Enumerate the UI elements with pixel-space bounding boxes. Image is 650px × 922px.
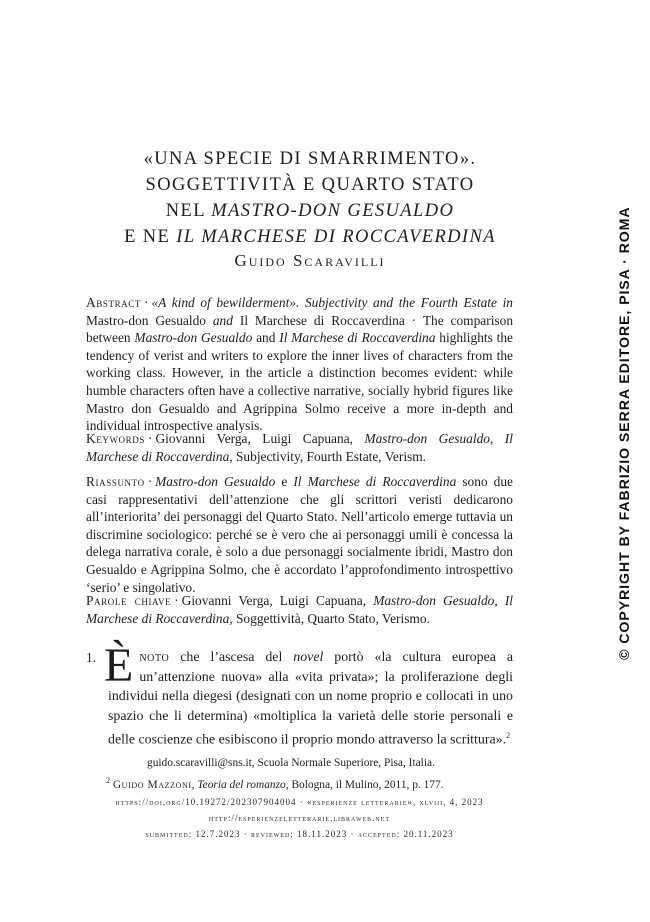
copyright-notice: © COPYRIGHT BY FABRIZIO SERRA EDITORE, PISA · ROMA [617, 206, 633, 660]
keywords-text: Giovanni Verga, Luigi Capuana, [155, 431, 365, 446]
abstract-text: Mastro-don Gesualdo [86, 312, 206, 328]
title-line-1: «UNA SPECIE DI SMARRIMENTO». [143, 149, 477, 169]
abstract-label: Abstract [86, 295, 141, 310]
parole-chiave-paragraph [86, 592, 513, 627]
body-indent [86, 639, 513, 751]
parole-text: Il Marchese di Roccaverdina [86, 593, 513, 626]
title-line-4-text: E NE [124, 227, 177, 247]
parole-sep: · [174, 593, 179, 608]
abstract-text: Il Marchese di Roccaverdina [279, 330, 436, 346]
parole-text: , [494, 593, 505, 608]
keywords-text: Il Marchese di Roccaverdina [86, 431, 513, 464]
body-text-italic: novel [293, 650, 324, 665]
title-line-2: SOGGETTIVITÀ E QUARTO STATO [145, 175, 475, 195]
riassunto-text: sono due casi rappresentativi dell’attenzione che gli scrittori veristi dedicarono all’interiorita’ dei personaggi del Quarto Stato. Nell’articolo emerge tuttavia un discrimine sociologico: perché se è vero che ai personaggi umili è concessa la delega narrativa corale, è solo a due personaggi socialmente ibridi, Mastro don Gesualdo e Agrippina Solmo, che è accordato l’approfondimento introspettivo ‘serio’ e singolativo. [86, 474, 514, 595]
abstract-text: and [205, 312, 240, 328]
title-line-3-italic: MASTRO-DON GESUALDO [211, 201, 455, 221]
abstract-text: highlights the tendency of verist and writers to explore the inner lives of characters from the working class. However, in the article a distinction becomes evident: while humble characters often have a collective narrative, socially hybrid figures like Mastro don Gesualdo and Agrippina Solmo receive a more in-depth and individual introspective analysis. [86, 330, 513, 434]
riassunto-text: e [275, 474, 294, 489]
footnote-2 [106, 773, 546, 793]
title-line-3 [60, 198, 560, 224]
abstract-text: Mastro-don Gesualdo [134, 330, 253, 346]
keywords-text: , Subjectivity, Fourth Estate, Verism. [229, 448, 427, 464]
title-line-4 [60, 224, 560, 250]
keywords-text: , [489, 431, 505, 446]
abstract-sep: · [143, 295, 149, 310]
body-text: portò «la cultura europea a un’attenzione nuova» alla «vita privata»; la proliferazione degli individui nella diegesi (designati con un nome proprio e collocati in uno spazio che li determina) «moltiplica la varietà delle storie personali e delle coscienze che esibiscono il proprio mondo attraverso la scrittura». [108, 650, 513, 748]
keywords-text: Mastro-don Gesualdo [364, 431, 490, 446]
drop-cap: È [104, 639, 134, 692]
keywords-paragraph [86, 430, 513, 465]
body-text: che l’ascesa del [169, 650, 294, 665]
footnote-1: guido.scaravilli@sns.it, Scuola Normale Superiore, Pisa, Italia. [147, 757, 435, 769]
opening-smallcaps: noto [139, 650, 170, 665]
abstract-text: and [252, 330, 280, 346]
abstract-text: Il Marchese di Roccaverdina [239, 312, 405, 328]
author-name: Guido Scaravilli [234, 251, 386, 270]
footnote-ref[interactable]: 2 [506, 731, 511, 741]
riassunto-paragraph [86, 473, 513, 596]
footnote-2-number: 2 [106, 776, 110, 785]
riassunto-text: Il Marchese di Roccaverdina [293, 474, 457, 489]
title-line-4-italic: IL MARCHESE DI ROCCAVERDINA [176, 227, 496, 247]
riassunto-sep: · [147, 474, 153, 489]
section-number: 1. [86, 650, 97, 665]
article-title [60, 146, 560, 250]
abstract-title-en: «A kind of bewilderment». Subjectivity and the Fourth Estate in [151, 295, 513, 310]
title-line-3-text: NEL [165, 201, 212, 221]
doi-line[interactable]: https://doi.org/10.19272/202307904004 · «esperienze letterarie», xlviii, 4, 2023 [115, 797, 484, 807]
abstract-paragraph [86, 294, 513, 435]
footnote-2-rest: , Bologna, il Mulino, 2011, p. 177. [285, 778, 444, 791]
keywords-label: Keywords [86, 431, 145, 446]
keywords-sep: · [147, 431, 153, 446]
riassunto-text: Mastro-don Gesualdo [155, 474, 276, 489]
abstract-text: · The comparison between [86, 312, 514, 346]
footnote-2-sep: , [191, 778, 198, 791]
body-paragraph [86, 639, 513, 751]
parole-chiave-label: Parole chiave [86, 593, 172, 608]
parole-text: , Soggettività, Quarto Stato, Verismo. [229, 610, 430, 626]
parole-text: Giovanni Verga, Luigi Capuana, [181, 593, 374, 608]
journal-url[interactable]: http://esperienzeletterarie.libraweb.net [208, 813, 391, 823]
submission-dates: submitted: 12.7.2023 · reviewed: 18.11.2023 · accepted: 20.11.2023 [145, 829, 454, 839]
footnote-2-author: Guido Mazzoni [112, 778, 192, 791]
footnote-2-title: Teoria del romanzo [197, 778, 286, 791]
riassunto-label: Riassunto [86, 474, 145, 489]
parole-text: Mastro-don Gesualdo [373, 593, 495, 608]
